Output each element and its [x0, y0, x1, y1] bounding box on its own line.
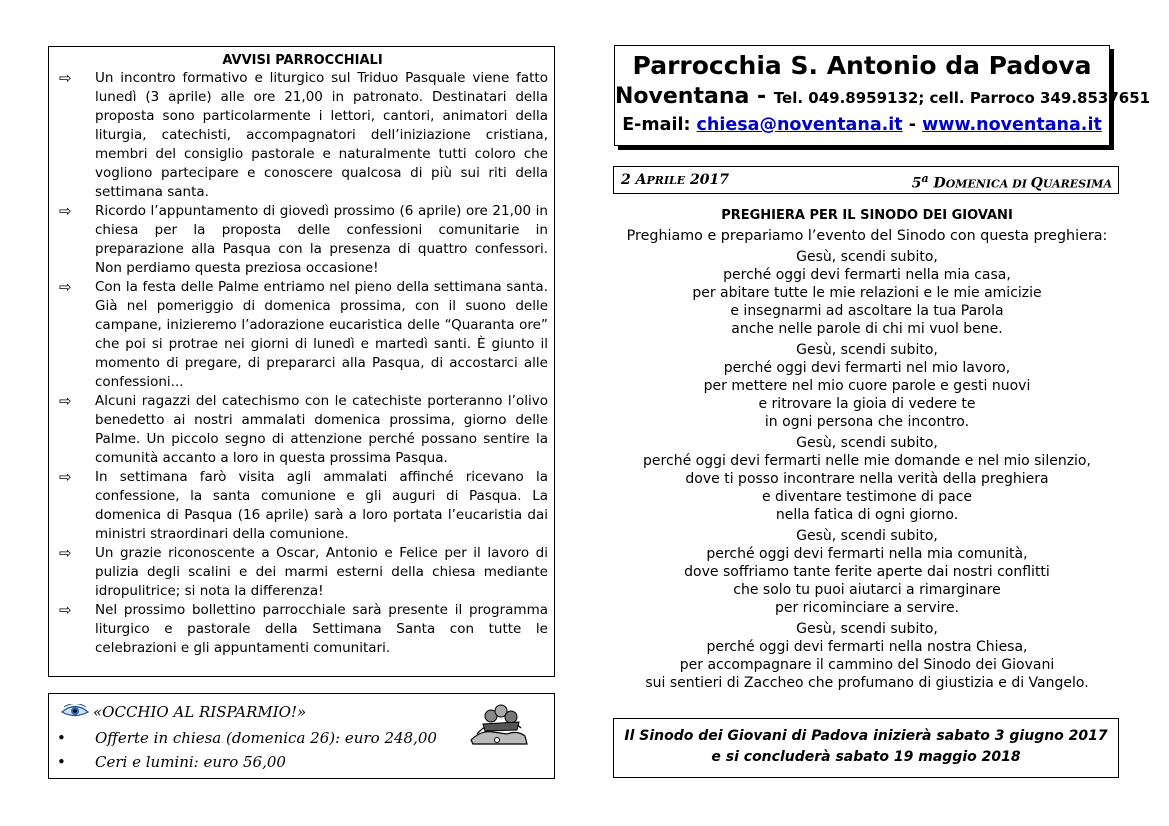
- bullet-icon: •: [57, 729, 66, 747]
- arrow-right-icon: ⇨: [59, 202, 72, 220]
- prayer-stanza: Gesù, scendi subito, perché oggi devi fermarti nella mia comunità, dove soffriamo tante ferite aperte dai nostri conflitti che solo tu puoi aiutarci a rimarginare per ricominciare a servire.: [684, 528, 1050, 616]
- phone-numbers: Tel. 049.8959132; cell. Parroco 349.8537651: [773, 89, 1151, 107]
- arrow-right-icon: ⇨: [59, 544, 72, 562]
- sinodo-start: Il Sinodo dei Giovani di Padova inizierà sabato 3 giugno 2017: [624, 728, 1108, 744]
- list-item: ⇨ Alcuni ragazzi del catechismo con le catechiste porteranno l’olivo benedetto ai nostri ammalati domenica prossima, giorno delle Palme. Un piccolo segno di attenzione perché possano sentire la comunità accanto a loro in questa prossima Pasqua.: [59, 392, 548, 466]
- sinodo-box: [613, 718, 1119, 778]
- bullet-icon: •: [57, 753, 66, 771]
- risparmio-list: [57, 726, 437, 774]
- list-item: ⇨ Ricordo l’appuntamento di giovedì prossimo (6 aprile) ore 21,00 in chiesa per la proposta delle confessioni comunitarie in preparazione alla Pasqua con la presenza di quattro confessori. Non perdiamo questa preziosa occasione!: [59, 202, 548, 276]
- list-item: • Ceri e lumini: euro 56,00: [57, 750, 437, 774]
- risparmio-box: [48, 693, 555, 779]
- risparmio-title: «OCCHIO AL RISPARMIO!»: [93, 703, 307, 721]
- prayer-stanza: Gesù, scendi subito, perché oggi devi fermarti nella nostra Chiesa, per accompagnare il cammino del Sinodo dei Giovani sui sentieri di Zaccheo che profumano di giustizia e di Vangelo.: [645, 621, 1089, 691]
- parish-header: [614, 45, 1151, 146]
- list-item: ⇨ Con la festa delle Palme entriamo nel pieno della settimana santa. Già nel pomeriggio di domenica prossima, con il suono delle campane, inizieremo l’adorazione eucaristica delle “Quaranta ore” che poi si protrae nei giorni di lunedì e martedì santi. È giunto il momento di pregare, di prepararci alla Pasqua, di accostarci alle confessioni...: [59, 278, 548, 390]
- web-line: [615, 112, 1109, 138]
- list-item: ⇨ In settimana farò visita agli ammalati affinché ricevano la confessione, la santa comunione e gli auguri di Pasqua. La domenica di Pasqua (16 aprile) sarà a loro portata l’eucaristia dai ministri straordinari della comunione.: [59, 468, 548, 542]
- avvisi-title: AVVISI PARROCCHIALI: [222, 53, 383, 68]
- parish-name: Parrocchia S. Antonio da Padova: [632, 51, 1092, 80]
- arrow-right-icon: ⇨: [59, 69, 72, 87]
- sinodo-end: e si concluderà sabato 19 maggio 2018: [711, 749, 1021, 765]
- list-item: ⇨ Nel prossimo bollettino parrocchiale sarà presente il programma liturgico e pastorale della Settimana Santa con tutte le celebrazioni e gli appuntamenti comunitari.: [59, 601, 548, 656]
- prayer-section: [612, 206, 1122, 695]
- date-bar: [613, 166, 1119, 194]
- list-item: ⇨ Un incontro formativo e liturgico sul Triduo Pasquale viene fatto lunedì (3 aprile) alle ore 21,00 in patronato. Destinatari della proposta sono particolarmente i lettori, cantori, animatori della liturgia, catechisti, accompagnatori dell’iniziazione cristiana, membri del consiglio pastorale e naturalmente tutti coloro che vogliono partecipare e conoscere qualcosa di più sui riti della settimana santa.: [59, 69, 548, 200]
- avvisi-list: [57, 69, 548, 658]
- arrow-right-icon: ⇨: [59, 392, 72, 410]
- town-name: Noventana -: [615, 84, 774, 109]
- eye-icon: [61, 703, 89, 722]
- liturgical-sunday: 5$^a$ DOMENICA DI QUARESIMA: [911, 172, 1112, 192]
- prayer-title: PREGHIERA PER IL SINODO DEI GIOVANI: [721, 208, 1013, 223]
- separator: -: [902, 115, 923, 135]
- list-item: ⇨ Un grazie riconoscente a Oscar, Antonio e Felice per il lavoro di pulizia degli scalini e dei marmi esterni della chiesa mediante idropulitrice; si nota la differenza!: [59, 544, 548, 599]
- list-item: • Offerte in chiesa (domenica 26): euro 248,00: [57, 726, 437, 750]
- arrow-right-icon: ⇨: [59, 468, 72, 486]
- avvisi-box: [48, 46, 555, 677]
- prayer-intro: Preghiamo e prepariamo l’evento del Sinodo con questa preghiera:: [626, 228, 1108, 244]
- issue-date: 2 APRILE 2017: [621, 172, 730, 188]
- arrow-right-icon: ⇨: [59, 278, 72, 296]
- contact-line: [615, 83, 1151, 112]
- prayer-stanza: Gesù, scendi subito, perché oggi devi fermarti nella mia casa, per abitare tutte le mie relazioni e le mie amicizie e insegnarmi ad ascoltare la tua Parola anche nelle parole di chi mi vuol bene.: [692, 249, 1042, 337]
- prayer-stanza: Gesù, scendi subito, perché oggi devi fermarti nelle mie domande e nel mio silenzio, dove ti posso incontrare nella verità della preghiera e diventare testimone di pace nella fatica di ogni giorno.: [643, 435, 1091, 523]
- arrow-right-icon: ⇨: [59, 601, 72, 619]
- email-label: E-mail:: [622, 115, 697, 135]
- hands-offering-icon: [467, 700, 531, 750]
- prayer-stanza: Gesù, scendi subito, perché oggi devi fermarti nel mio lavoro, per mettere nel mio cuore parole e gesti nuovi e ritrovare la gioia di vedere te in ogni persona che incontro.: [703, 342, 1031, 430]
- email-link[interactable]: chiesa@noventana.it: [696, 115, 903, 135]
- website-link[interactable]: www.noventana.it: [922, 115, 1102, 135]
